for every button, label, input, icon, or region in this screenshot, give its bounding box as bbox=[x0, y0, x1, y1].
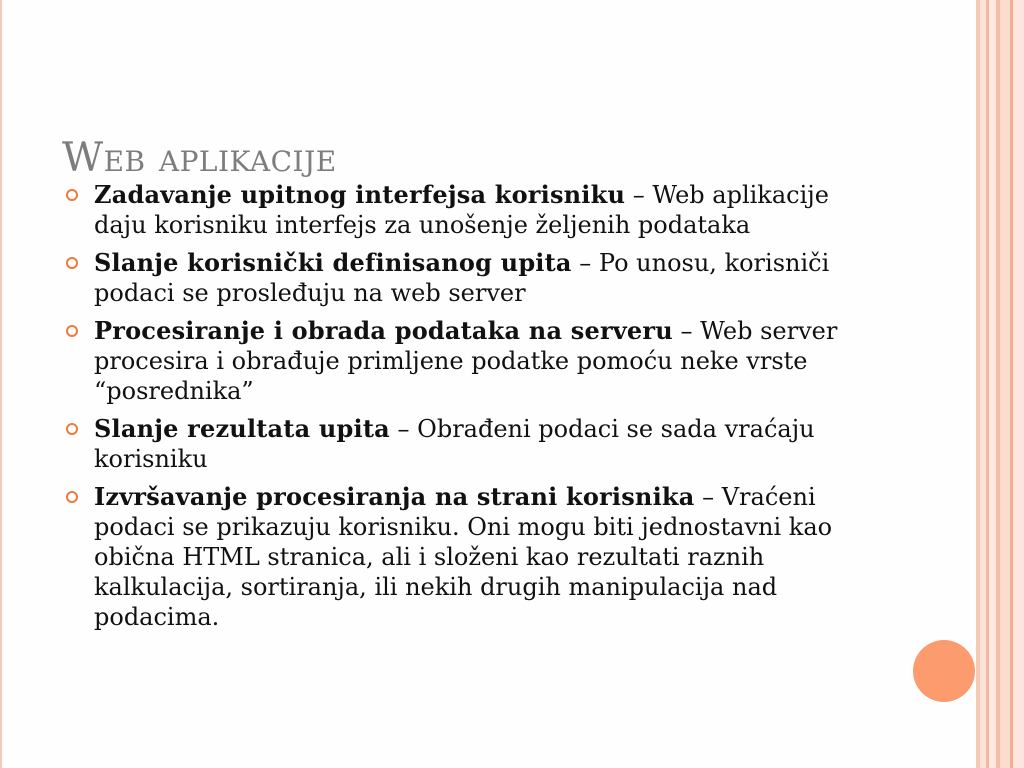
ring-bullet-icon bbox=[66, 325, 78, 337]
bullet-item bbox=[62, 482, 862, 632]
bullet-item bbox=[62, 180, 862, 240]
bullet-text: – Web server procesira i obrađuje primljene podatke pomoću neke vrste “posrednika” bbox=[94, 317, 838, 405]
bullet-text: – Po unosu, korisniči podaci se prosleđuju na web server bbox=[94, 249, 830, 307]
decorative-stripe bbox=[1013, 0, 1024, 768]
ring-bullet-icon bbox=[66, 189, 78, 201]
ring-bullet-icon bbox=[66, 491, 78, 503]
decorative-circle bbox=[913, 640, 975, 702]
left-border-line bbox=[0, 0, 2, 768]
decorative-stripe bbox=[989, 0, 996, 768]
bullet-heading: Izvršavanje procesiranja na strani korisnika bbox=[94, 482, 695, 511]
decorative-stripe bbox=[1000, 0, 1010, 768]
bullet-heading: Slanje korisnički definisanog upita bbox=[94, 248, 572, 277]
bullet-list bbox=[62, 180, 862, 640]
bullet-text: – Web aplikacije daju korisniku interfejs za unošenje željenih podataka bbox=[94, 181, 829, 239]
bullet-text: – Vraćeni podaci se prikazuju korisniku. Oni mogu biti jednostavni kao obična HTML stranica, ali i složeni kao rezultati raznih kalkulacija, sortiranja, ili nekih drugih manipulacija nad podacima. bbox=[94, 483, 833, 631]
bullet-heading: Procesiranje i obrada podataka na serveru bbox=[94, 316, 673, 345]
bullet-heading: Zadavanje upitnog interfejsa korisniku bbox=[94, 180, 626, 209]
bullet-item bbox=[62, 316, 862, 406]
bullet-item bbox=[62, 248, 862, 308]
bullet-item bbox=[62, 414, 862, 474]
ring-bullet-icon bbox=[66, 423, 78, 435]
bullet-heading: Slanje rezultata upita bbox=[94, 414, 390, 443]
slide-title: Web aplikacije bbox=[62, 134, 337, 181]
ring-bullet-icon bbox=[66, 257, 78, 269]
bullet-text: – Obrađeni podaci se sada vraćaju korisniku bbox=[94, 415, 815, 473]
